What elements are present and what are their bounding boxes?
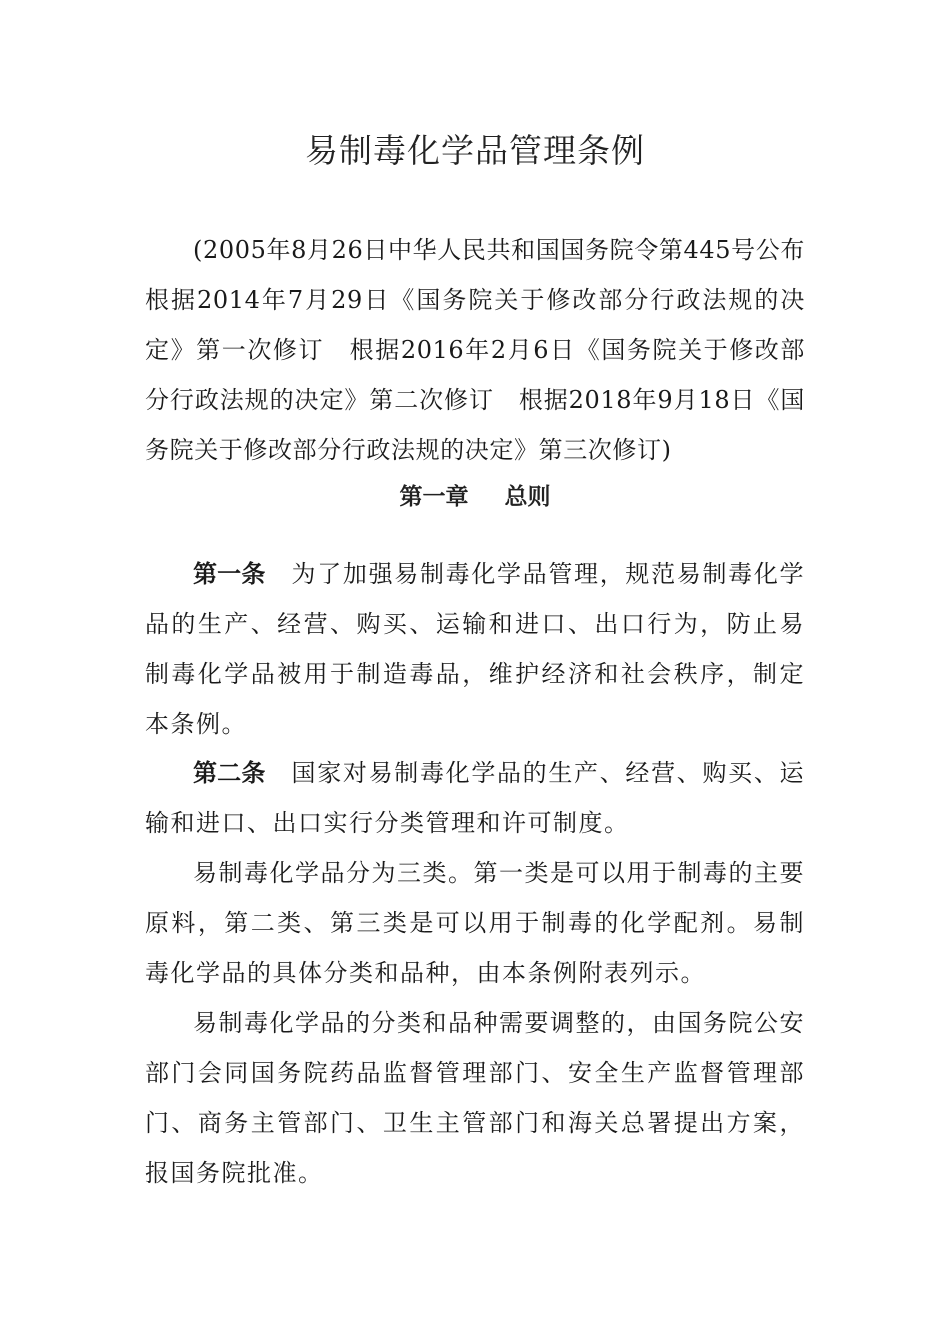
article-2-label: 第二条 xyxy=(193,759,266,787)
article-2-paragraph-3: 易制毒化学品的分类和品种需要调整的，由国务院公安部门会同国务院药品监督管理部门、安全生产监督管理部门、商务主管部门、卫生主管部门和海关总署提出方案，报国务院批准。 xyxy=(145,1009,805,1187)
article-2 xyxy=(145,748,805,848)
article-2-paragraph-2: 易制毒化学品分为三类。第一类是可以用于制毒的主要原料，第二类、第三类是可以用于制毒的化学配剂。易制毒化学品的具体分类和品种，由本条例附表列示。 xyxy=(145,859,805,987)
article-1-label: 第一条 xyxy=(193,560,266,588)
chapter-name: 总则 xyxy=(504,484,551,510)
article-2-text: 国家对易制毒化学品的生产、经营、购买、运输和进口、出口实行分类管理和许可制度。 xyxy=(145,759,805,837)
chapter-number: 第一章 xyxy=(399,484,469,510)
amendment-history: (2005年8月26日中华人民共和国国务院令第445号公布 根据2014年7月29日《国务院关于修改部分行政法规的决定》第一次修订 根据2016年2月6日《国务院关于修改部分行政法规的决定》第二次修订 根据2018年9月18日《国务院关于修改部分行政法规的决定》第三次修订) xyxy=(145,236,830,464)
article-1 xyxy=(145,549,805,749)
document-title: 易制毒化学品管理条例 xyxy=(305,131,645,170)
article-1-text: 为了加强易制毒化学品管理，规范易制毒化学品的生产、经营、购买、运输和进口、出口行为，防止易制毒化学品被用于制造毒品，维护经济和社会秩序，制定本条例。 xyxy=(145,560,805,738)
chapter-heading xyxy=(145,472,805,522)
